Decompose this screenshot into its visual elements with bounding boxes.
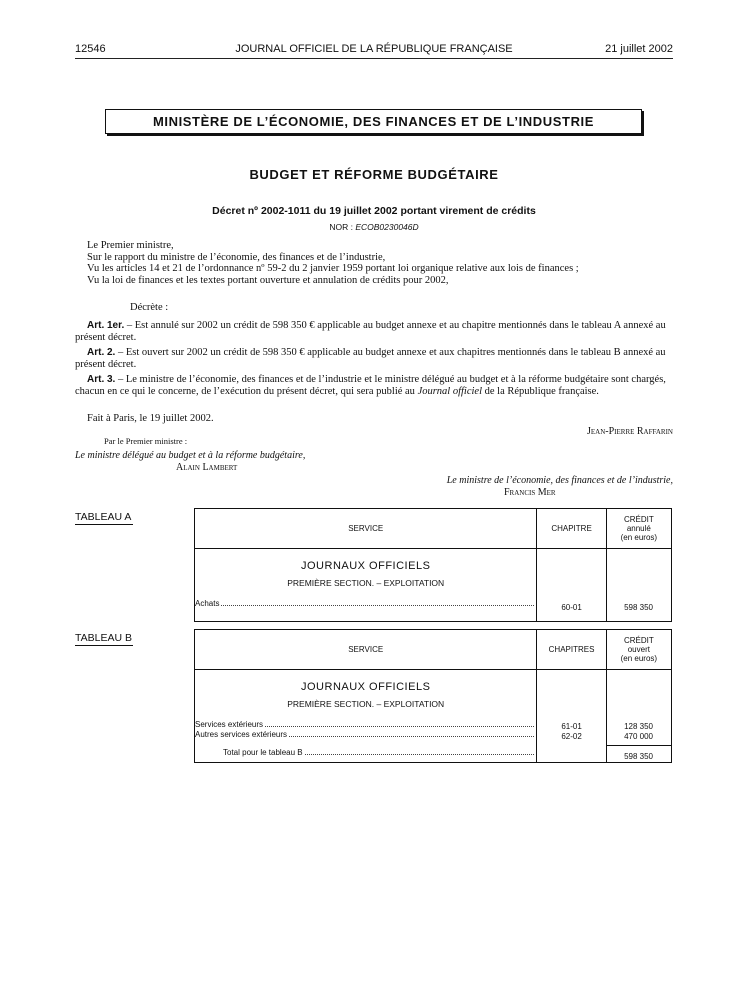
article-text: – Est annulé sur 2002 un crédit de 598 350 € applicable au budget annexe et au chapitre mentionnés dans le tableau A annexé au présent décret. bbox=[75, 320, 666, 343]
budget-minister-title: Le ministre délégué au budget et à la réforme budgétaire, bbox=[75, 450, 306, 461]
by-prime-minister: Par le Premier ministre : bbox=[104, 436, 188, 446]
decree-title: Décret nº 2002-1011 du 19 juillet 2002 portant virement de crédits bbox=[212, 205, 536, 217]
signature-prime-minister: Jean-Pierre Raffarin bbox=[587, 426, 673, 437]
section-title: BUDGET ET RÉFORME BUDGÉTAIRE bbox=[249, 167, 499, 182]
header-date: 21 juillet 2002 bbox=[605, 43, 673, 55]
table-a-header-service: SERVICE bbox=[195, 509, 537, 549]
economy-minister-title: Le ministre de l’économie, des finances et de l’industrie, bbox=[446, 475, 673, 486]
nor-label: NOR : bbox=[329, 222, 353, 232]
table-a-label: TABLEAU A bbox=[75, 511, 132, 523]
table-b-service-cell bbox=[195, 670, 537, 763]
preamble-line: Sur le rapport du ministre de l’économie, des finances et de l’industrie, bbox=[87, 251, 386, 263]
article-label: Art. 2. bbox=[87, 347, 116, 358]
table-a-label-rule bbox=[75, 524, 133, 525]
table-b bbox=[194, 629, 672, 763]
total-value: 598 350 bbox=[624, 752, 653, 761]
place-date: Fait à Paris, le 19 juillet 2002. bbox=[87, 413, 214, 424]
table-b-label: TABLEAU B bbox=[75, 632, 132, 644]
article-label: Art. 1er. bbox=[87, 320, 125, 331]
nor-code: ECOB0230046D bbox=[355, 222, 419, 232]
nor-reference bbox=[0, 222, 748, 232]
row-service: Autres services extérieurs bbox=[195, 730, 288, 739]
table-b-credit-cell bbox=[606, 670, 671, 763]
decrete: Décrète : bbox=[130, 302, 169, 313]
table-b-header-service: SERVICE bbox=[195, 630, 537, 670]
table-b-header-credit: CRÉDIT ouvert (en euros) bbox=[606, 630, 671, 670]
row-chapitre: 61-01 bbox=[561, 722, 582, 731]
table-a-service-cell bbox=[195, 549, 537, 622]
article-label: Art. 3. bbox=[87, 374, 116, 385]
article-1 bbox=[75, 320, 673, 343]
article-text: de la République française. bbox=[482, 385, 599, 397]
preamble bbox=[75, 240, 673, 286]
article-3 bbox=[75, 374, 673, 397]
table-total-row bbox=[195, 747, 536, 757]
table-b-chapitres-cell bbox=[537, 670, 606, 763]
economy-minister-name: Francis Mer bbox=[504, 487, 556, 498]
table-a-section: PREMIÈRE SECTION. – EXPLOITATION bbox=[287, 578, 445, 588]
article-text-italic: Journal officiel bbox=[417, 385, 483, 397]
table-a-chapitre-cell bbox=[537, 549, 606, 622]
table-b-label-rule bbox=[75, 645, 133, 646]
row-chapitre: 60-01 bbox=[561, 603, 582, 612]
preamble-line: Le Premier ministre, bbox=[87, 240, 174, 251]
header-rule bbox=[75, 58, 673, 59]
row-chapitre: 62-02 bbox=[561, 732, 582, 741]
article-2 bbox=[75, 347, 673, 370]
table-a-header-chapitre: CHAPITRE bbox=[537, 509, 606, 549]
table-b-org: JOURNAUX OFFICIELS bbox=[301, 681, 431, 693]
budget-minister-name: Alain Lambert bbox=[176, 462, 238, 473]
table-a bbox=[194, 508, 672, 622]
table-row bbox=[195, 719, 536, 729]
table-a-org: JOURNAUX OFFICIELS bbox=[301, 560, 431, 572]
preamble-line: Vu la loi de finances et les textes portant ouverture et annulation de crédits pour 2002, bbox=[87, 274, 449, 286]
table-a-credit-cell bbox=[606, 549, 671, 622]
article-text: – Est ouvert sur 2002 un crédit de 598 350 € applicable au budget annexe et aux chapitres mentionnés dans le tableau B annexé au présent décret. bbox=[75, 347, 666, 370]
table-row bbox=[195, 598, 536, 608]
ministry-heading: MINISTÈRE DE L’ÉCONOMIE, DES FINANCES ET DE L’INDUSTRIE bbox=[105, 109, 642, 134]
table-row bbox=[195, 729, 536, 739]
table-b-section: PREMIÈRE SECTION. – EXPLOITATION bbox=[287, 699, 445, 709]
article-text: – Le ministre de l’économie, des finances et de l’industrie et le ministre délégué au budget et à la réforme budgétaire sont chargés, chacun en ce qui le concerne, de l’exécution du présent décret, qui sera publié au bbox=[75, 374, 666, 397]
row-credit: 128 350 bbox=[624, 722, 653, 731]
page-number: 12546 bbox=[75, 43, 106, 55]
table-b-header-chapitres: CHAPITRES bbox=[537, 630, 606, 670]
total-rule bbox=[607, 745, 671, 746]
row-service: Services extérieurs bbox=[195, 720, 264, 729]
table-a-header-credit: CRÉDIT annulé (en euros) bbox=[606, 509, 671, 549]
total-label: Total pour le tableau B bbox=[223, 748, 303, 757]
row-service: Achats bbox=[195, 599, 220, 608]
row-credit: 470 000 bbox=[624, 732, 653, 741]
preamble-line: Vu les articles 14 et 21 de l’ordonnance nº 59-2 du 2 janvier 1959 portant loi organique relative aux lois de finances ; bbox=[87, 263, 579, 274]
journal-title: JOURNAL OFFICIEL DE LA RÉPUBLIQUE FRANÇAISE bbox=[235, 43, 513, 55]
row-credit: 598 350 bbox=[624, 603, 653, 612]
